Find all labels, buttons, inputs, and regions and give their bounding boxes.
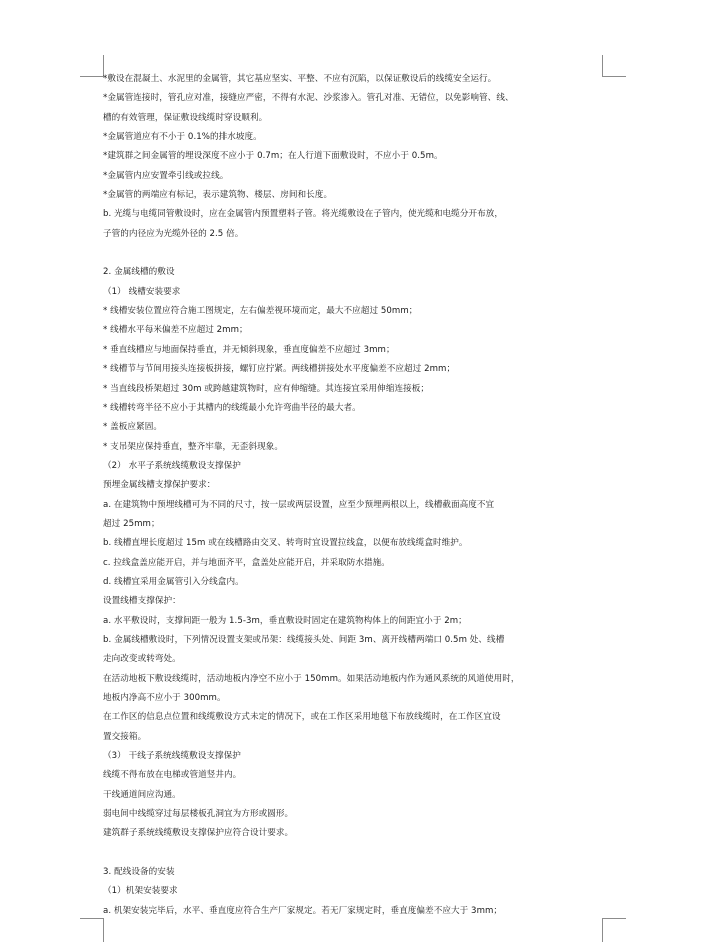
text-line: * 当直线段桥架超过 30m 或跨越建筑物时，应有伸缩缝。其连接宜采用伸缩连接板； — [103, 383, 430, 394]
text-line: b. 光缆与电缆同管敷设时，应在金属管内预置塑料子管。将光缆敷设在子管内，使光缆和电缆分开布放， — [103, 209, 504, 220]
crop-mark-bottom-left-vertical — [103, 918, 104, 942]
crop-mark-top-left-horizontal — [80, 76, 104, 77]
text-line: a. 水平敷设时，支撑间距一般为 1.5-3m，垂直敷设时固定在建筑物构体上的间距宜小于 2m； — [103, 615, 467, 626]
blank-line — [103, 244, 607, 263]
text-line: * 盖板应紧固。 — [103, 422, 162, 433]
text-line: a. 机架安装完毕后，水平、垂直度应符合生产厂家规定。若无厂家规定时，垂直度偏差不应大于 3mm； — [103, 905, 503, 916]
text-line: 在工作区的信息点位置和线缆敷设方式未定的情况下，或在工作区采用地毯下布放线缆时，在工作区宜设 — [103, 712, 501, 723]
text-line: *金属管的两端应有标记，表示建筑物、楼层、房间和长度。 — [103, 190, 333, 201]
text-line: * 线槽水平每米偏差不应超过 2mm； — [103, 325, 248, 336]
text-line: 线缆不得布放在电梯或管道竖井内。 — [103, 770, 242, 781]
text-line: *金属管道应有不小于 0.1%的排水坡度。 — [103, 132, 262, 143]
text-line: （1）机架安装要求 — [103, 886, 178, 897]
crop-mark-bottom-right-vertical — [602, 918, 603, 942]
text-line: 3. 配线设备的安装 — [103, 867, 175, 878]
text-line: * 线槽转弯半径不应小于其槽内的线缆最小允许弯曲半径的最大者。 — [103, 402, 361, 413]
text-line: （3） 干线子系统线缆敷设支撑保护 — [103, 751, 241, 762]
text-line: b. 线槽直埋长度超过 15m 或在线槽路由交叉、转弯时宜设置拉线盒，以便布放线缆盒时维护。 — [103, 538, 468, 549]
crop-mark-bottom-left-horizontal — [80, 918, 104, 919]
text-line: 建筑群子系统线缆敷设支撑保护应符合设计要求。 — [103, 828, 294, 839]
text-line: * 垂直线槽应与地面保持垂直，并无倾斜现象，垂直度偏差不应超过 3mm； — [103, 344, 395, 355]
text-line: （1） 线槽安装要求 — [103, 286, 181, 297]
document-body — [103, 70, 607, 921]
text-line: 置交接箱。 — [103, 731, 147, 742]
text-line: 槽的有效管理，保证敷设线缆时穿设顺利。 — [103, 112, 268, 123]
text-line: 子管的内径应为光缆外径的 2.5 倍。 — [103, 228, 244, 239]
text-line: 地板内净高不应小于 300mm。 — [103, 693, 226, 703]
text-line: 干线通道间应沟通。 — [103, 789, 181, 800]
text-line: *金属管连接时，管孔应对准，接缝应严密，不得有水泥、沙浆渗入。管孔对准、无错位，以免影响管、线、 — [103, 93, 514, 104]
text-line: * 线槽安装位置应符合施工图规定，左右偏差视环境而定，最大不应超过 50mm； — [103, 306, 418, 317]
text-line: d. 线槽宜采用金属管引入分线盒内。 — [103, 576, 244, 587]
blank-line — [103, 844, 607, 863]
text-line: 走向改变或转弯处。 — [103, 654, 181, 665]
text-line: a. 在建筑物中预埋线槽可为不同的尺寸，按一层或两层设置，应至少预埋两根以上，线槽截面高度不宜 — [103, 499, 495, 510]
text-line: 弱电间中线缆穿过每层楼板孔洞宜为方形或圆形。 — [103, 809, 294, 820]
text-line: 预埋金属线槽支撑保护要求： — [103, 480, 216, 491]
text-line: c. 拉线盒盖应能开启，并与地面齐平，盒盖处应能开启，并采取防水措施。 — [103, 557, 390, 568]
text-line: 超过 25mm； — [103, 518, 160, 529]
text-line: *建筑群之间金属管的埋设深度不应小于 0.7m；在人行道下面敷设时，不应小于 0.5m。 — [103, 151, 443, 162]
text-line: b. 金属线槽敷设时，下列情况设置支架或吊架：线缆接头处、间距 3m、离开线槽两端口 0.5m 处、线槽 — [103, 634, 505, 645]
text-line: 2. 金属线槽的敷设 — [103, 267, 175, 278]
text-line: * 支吊架应保持垂直，整齐牢靠，无歪斜现象。 — [103, 441, 284, 452]
text-line: （2） 水平子系统线缆敷设支撑保护 — [103, 460, 241, 471]
text-line: 在活动地板下敷设线缆时，活动地板内净空不应小于 150mm。如果活动地板内作为通风系统的风道使用时， — [103, 673, 520, 684]
text-line: 设置线槽支撑保护： — [103, 596, 181, 607]
text-line: *敷设在混凝土、水泥里的金属管，其它基应坚实、平整、不应有沉陷，以保证敷设后的线缆安全运行。 — [103, 74, 497, 84]
text-line: * 线槽节与节间用接头连接板拼接，螺钉应拧紧。两线槽拼接处水平度偏差不应超过 2mm； — [103, 364, 456, 375]
text-line: *金属管内应安置牵引线或拉线。 — [103, 170, 229, 181]
